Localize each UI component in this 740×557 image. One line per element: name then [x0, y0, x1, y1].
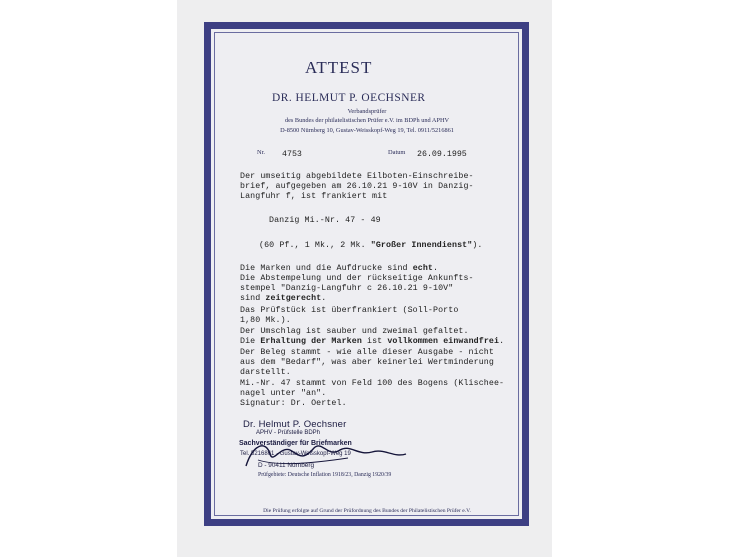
body-line-10: aus dem "Bedarf", was aber keinerlei Wertminderung	[240, 358, 494, 367]
stamp-values-bold: "Großer Innendienst"	[370, 241, 473, 250]
body-line-7: Der Umschlag ist sauber und zweimal gefaltet.	[240, 327, 469, 336]
text-segment: ist	[361, 337, 388, 346]
body-line-11: darstellt.	[240, 368, 291, 377]
stamp-line-address: Tel. 5216861 · Gustav-Weisskopf-Weg 19	[240, 451, 351, 457]
body-line-4	[240, 294, 326, 303]
examiner-address: D-8500 Nürnberg 10, Gustav-Weisskopf-Weg 19, Tel. 0911/5216861	[280, 127, 454, 134]
text-segment: sind	[240, 294, 266, 303]
stamp-line-name: Dr. Helmut P. Oechsner	[243, 419, 347, 430]
certificate-title: ATTEST	[305, 58, 373, 77]
text-segment: .	[499, 337, 505, 346]
stamp-line-title: Sachverständiger für Briefmarken	[239, 440, 352, 447]
intro-line-3: Langfuhr f, ist frankiert mit	[240, 192, 388, 201]
body-line-1	[240, 264, 438, 273]
examiner-association: des Bundes der philatelistischen Prüfer e.V. im BDPh und APHV	[284, 117, 450, 124]
stamp-values-suffix: ).	[472, 241, 483, 250]
body-line-9: Der Beleg stammt - wie alle dieser Ausgabe - nicht	[240, 348, 494, 357]
examiner-role: Verbandsprüfer	[347, 108, 387, 115]
stamp-line-office: APHV - Prüfstelle BDPh	[256, 430, 321, 436]
text-bold: zeitgerecht	[265, 294, 322, 303]
body-line-13: nagel unter "an".	[240, 389, 327, 398]
text-segment: Die	[240, 337, 261, 346]
signature-scribble	[218, 436, 418, 476]
nr-value: 4753	[282, 150, 302, 159]
text-bold: Erhaltung der Marken	[260, 337, 362, 346]
body-line-5: Das Prüfstück ist überfrankiert (Soll-Porto	[240, 306, 459, 315]
text-bold: vollkommen einwandfrei	[387, 337, 500, 346]
examiner-name: DR. HELMUT P. OECHSNER	[272, 92, 426, 104]
datum-value: 26.09.1995	[417, 150, 467, 159]
datum-label: Datum	[388, 149, 406, 156]
stamp-line-fields: Prüfgebiete: Deutsche Inflation 1918/23, Danzig 1920/39	[258, 472, 392, 478]
body-line-6: 1,80 Mk.).	[240, 316, 291, 325]
intro-line-1: Der umseitig abgebildete Eilboten-Einschreibe-	[240, 172, 474, 181]
body-line-8	[240, 337, 504, 346]
catalog-number: Danzig Mi.-Nr. 47 - 49	[269, 216, 381, 225]
intro-line-2: brief, aufgegeben am 26.10.21 9-10V in Danzig-	[240, 182, 474, 191]
text-bold: echt	[412, 264, 434, 273]
stamp-values	[259, 241, 483, 250]
text-segment: .	[433, 264, 439, 273]
nr-label: Nr.	[257, 149, 265, 156]
stamp-values-prefix: (60 Pf., 1 Mk., 2 Mk.	[259, 241, 371, 250]
stamp-line-city: D - 90411 Nürnberg	[258, 462, 315, 469]
text-segment: Die Marken und die Aufdrucke sind	[240, 264, 413, 273]
body-line-2: Die Abstempelung und der rückseitige Ankunfts-	[240, 274, 474, 283]
body-line-12: Mi.-Nr. 47 stammt von Feld 100 des Bogens (Klischee-	[240, 379, 505, 388]
body-line-3: stempel "Danzig-Langfuhr c 26.10.21 9-10V"	[240, 284, 454, 293]
text-segment: .	[321, 294, 327, 303]
footer-note: Die Prüfung erfolgte auf Grund der Prüfordnung des Bundes der Philatelistischen Prüfer e.V.	[263, 508, 471, 514]
body-line-14: Signatur: Dr. Oertel.	[240, 399, 347, 408]
